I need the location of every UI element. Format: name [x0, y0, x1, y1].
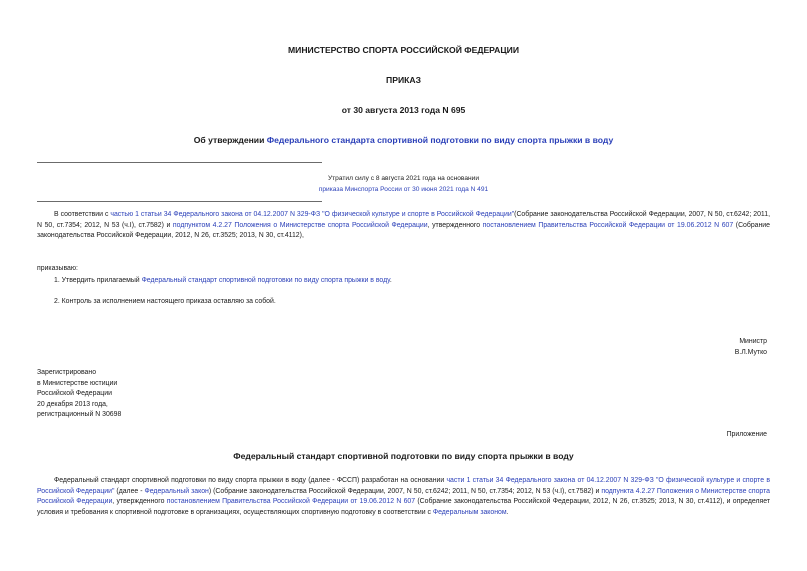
ministry-heading: МИНИСТЕРСТВО СПОРТА РОССИЙСКОЙ ФЕДЕРАЦИИ	[287, 45, 519, 55]
document-title	[0, 135, 807, 145]
signature-name: В.Л.Мутко	[734, 349, 767, 356]
appendix-link-regulation[interactable]: подпункта 4.2.27 Положения о Министерстве спорта Российской Федерации	[37, 487, 770, 506]
registration-line: регистрационный N 30698	[37, 411, 122, 419]
appendix-link-decree[interactable]: постановлением Правительства Российской Федерации от 19.06.2012 N 607	[166, 498, 416, 506]
appendix-paragraph	[37, 476, 770, 518]
registration-line: Зарегистрировано	[37, 369, 97, 376]
appendix-link-federal-law[interactable]: Федеральный закон	[144, 487, 209, 495]
signature-position: Министр	[739, 338, 767, 345]
appendix-link-law[interactable]: части 1 статьи 34 Федерального закона от 04.12.2007 N 329-ФЗ "О физической культуре и спорте в Российской Федерации"	[37, 477, 770, 495]
appendix-text-3: ) (Собрание законодательства Российской Федерации, 2007, N 50, ст.6242; 2011, N 50, ст.7354; 2012, N 53 (ч.I), ст.7582) и	[208, 487, 602, 495]
document-type: ПРИКАЗ	[386, 75, 421, 85]
registration-block	[37, 368, 121, 421]
registration-line: 20 декабря 2013 года,	[37, 400, 108, 408]
preamble-text-4: (Собрание законодательства Российской Федерации, 2012, N 26, ст.3525; 2013, N 30, ст.4112),	[37, 221, 770, 240]
preamble-link-law[interactable]: частью 1 статьи 34 Федерального закона от 04.12.2007 N 329-ФЗ "О физической культуре и спорте в Российской Федерации"	[110, 211, 515, 218]
status-note	[0, 173, 807, 195]
title-prefix: Об утверждении	[193, 135, 267, 145]
preamble-link-decree[interactable]: постановлением Правительства Российской Федерации от 19.06.2012 N 607	[482, 221, 734, 229]
appendix-title: Федеральный стандарт спортивной подготовки по виду спорта прыжки в воду	[233, 451, 574, 461]
preamble-paragraph	[37, 210, 770, 242]
order-word: приказываю:	[37, 265, 78, 272]
order-item-1	[54, 276, 770, 287]
appendix-text-1: Федеральный стандарт спортивной подготовки по виду спорта прыжки в воду (далее - ФССП) разработан на основании	[54, 477, 447, 484]
appendix-text-4: , утвержденного	[112, 498, 167, 506]
order-item-1-prefix: 1. Утвердить прилагаемый	[54, 277, 142, 284]
preamble-link-regulation[interactable]: подпунктом 4.2.27 Положения о Министерстве спорта Российской Федерации	[172, 221, 428, 229]
order-item-1-suffix: .	[389, 277, 392, 284]
appendix-text-5: (Собрание законодательства Российской Федерации, 2012, N 26, ст.3525; 2013, N 30, ст.4112), и определяет условия и требования к спортивной подготовке в организациях, осуществляющих спортивную подготовку в соответствии с	[37, 498, 770, 516]
preamble-text-1: В соответствии с	[54, 211, 111, 218]
preamble-text-3: , утвержденного	[427, 221, 483, 229]
registration-line: в Министерстве юстиции	[37, 379, 118, 387]
appendix-text-6: .	[506, 508, 509, 516]
appendix-label: Приложение	[726, 431, 767, 438]
divider-top	[37, 162, 322, 163]
appendix-text-2: (далее -	[114, 487, 145, 495]
order-item-2: 2. Контроль за исполнением настоящего приказа оставляю за собой.	[54, 298, 276, 305]
divider-bottom	[37, 201, 322, 202]
preamble-text-2: (Собрание законодательства Российской Федерации, 2007, N 50, ст.6242; 2011, N 50, ст.7354; 2012, N 53 (ч.I), ст.7582) и	[37, 211, 770, 229]
document-date-number: от 30 августа 2013 года N 695	[341, 105, 466, 115]
order-item-1-link[interactable]: Федеральный стандарт спортивной подготовки по виду спорта прыжки в воду	[141, 277, 390, 284]
title-link[interactable]: Федерального стандарта спортивной подготовки по виду спорта прыжки в воду	[266, 135, 614, 145]
status-repeal-link[interactable]: приказа Минспорта России от 30 июня 2021 года N 491	[318, 186, 489, 193]
registration-line: Российской Федерации	[37, 390, 112, 398]
appendix-link-federal-law-2[interactable]: Федеральным законом	[432, 508, 507, 516]
status-line: Утратил силу с 8 августа 2021 года на основании	[327, 175, 480, 182]
